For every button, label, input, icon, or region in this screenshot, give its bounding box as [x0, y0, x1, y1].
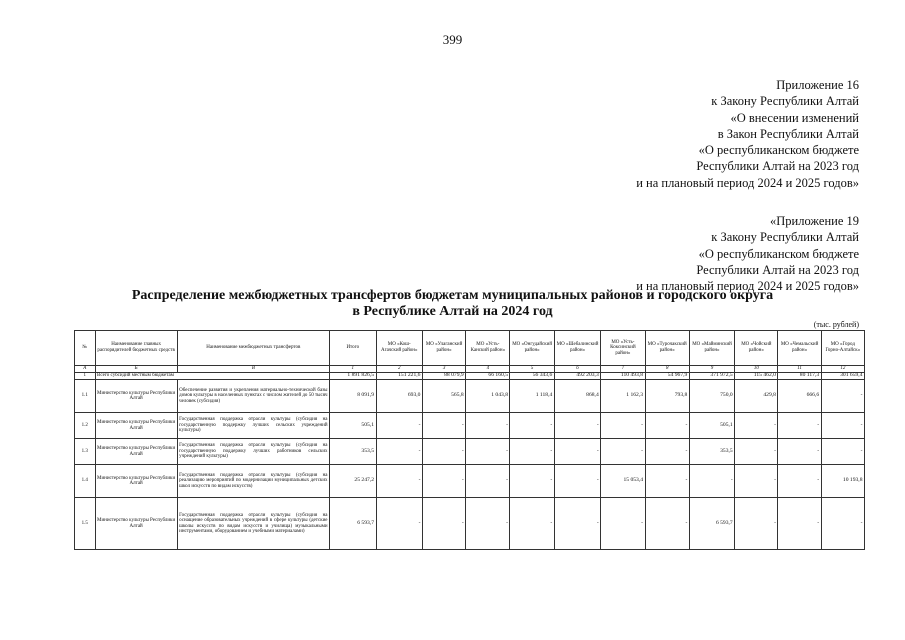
- column-header: МО «Чойский район»: [735, 331, 778, 366]
- column-header: Итого: [330, 331, 376, 366]
- value-cell: -: [601, 439, 645, 465]
- title-line-1: Распределение межбюджетных трансфертов бюджетам муниципальных районов и городского округа: [131, 288, 774, 303]
- value-cell: 80 117,3: [778, 372, 821, 380]
- value-cell: -: [376, 413, 422, 439]
- column-index: 3: [422, 366, 465, 373]
- value-cell: -: [735, 498, 778, 550]
- annex-16-header: [636, 77, 859, 191]
- annex-16-line: к Закону Республики Алтай: [711, 94, 859, 109]
- annex-19-line: «О республиканском бюджете: [698, 246, 859, 261]
- row-name-cell: Государственная поддержка отрасли культуры (субсидия на реализацию мероприятий по модернизации муниципальных детских школ искусств по видам искусств): [177, 465, 329, 498]
- value-cell: -: [821, 413, 864, 439]
- value-cell: 6 593,7: [689, 498, 734, 550]
- column-index: В: [177, 366, 329, 373]
- row-name-cell: Всего субсидий местным бюджетам: [95, 372, 330, 380]
- column-header: МО «Улаганский район»: [422, 331, 465, 366]
- annex-19-line: к Закону Республики Алтай: [711, 230, 859, 245]
- row-admin-cell: Министерство культуры Республики Алтай: [95, 498, 177, 550]
- annex-19-line: и на плановый период 2024 и 2025 годов»: [636, 279, 859, 294]
- value-cell: -: [778, 465, 821, 498]
- annex-16-line: Приложение 16: [776, 78, 859, 92]
- row-admin-cell: Министерство культуры Республики Алтай: [95, 439, 177, 465]
- table-header-row: [75, 331, 865, 366]
- value-cell: 15 053,4: [601, 465, 645, 498]
- annex-16-line: «О внесении изменений: [730, 110, 859, 125]
- value-cell: -: [645, 439, 689, 465]
- value-cell: 8 091,9: [330, 380, 376, 413]
- column-index: 4: [466, 366, 510, 373]
- value-cell: 666,6: [778, 380, 821, 413]
- table-index-row: [75, 366, 865, 373]
- value-cell: 6 593,7: [330, 498, 376, 550]
- column-header: Наименование главных распорядителей бюджетных средств: [95, 331, 177, 366]
- value-cell: 868,4: [554, 380, 600, 413]
- value-cell: -: [735, 413, 778, 439]
- row-name-cell: Обеспечение развития и укрепления материально-технической базы домов культуры в населенных пунктах с числом жителей до 50 тысяч человек (субсидия): [177, 380, 329, 413]
- table-row: [75, 465, 865, 498]
- page-number: 399: [442, 32, 463, 47]
- value-cell: -: [466, 439, 510, 465]
- value-cell: -: [689, 465, 734, 498]
- annex-16-line: в Закон Республики Алтай: [717, 126, 859, 141]
- value-cell: 10 193,8: [821, 465, 864, 498]
- value-cell: -: [821, 498, 864, 550]
- value-cell: 88 079,9: [422, 372, 465, 380]
- value-cell: -: [645, 465, 689, 498]
- value-cell: -: [778, 413, 821, 439]
- value-cell: 66 160,5: [466, 372, 510, 380]
- row-number-cell: 1.3: [75, 439, 96, 465]
- transfers-table: [74, 330, 865, 550]
- value-cell: -: [554, 498, 600, 550]
- value-cell: -: [554, 439, 600, 465]
- column-header: МО «Турочакский район»: [645, 331, 689, 366]
- row-name-cell: Государственная поддержка отрасли культуры (субсидия на государственную поддержку лучших работников сельских учреждений культуры): [177, 439, 329, 465]
- row-number-cell: 1.5: [75, 498, 96, 550]
- column-index: 6: [554, 366, 600, 373]
- column-header: МО «Город Горно-Алтайск»: [821, 331, 864, 366]
- value-cell: -: [422, 498, 465, 550]
- value-cell: -: [510, 498, 554, 550]
- column-header: МО «Майминский район»: [689, 331, 734, 366]
- table-row: [75, 498, 865, 550]
- value-cell: -: [554, 465, 600, 498]
- value-cell: -: [376, 498, 422, 550]
- value-cell: -: [601, 413, 645, 439]
- annex-16-line: и на плановый период 2024 и 2025 годов»: [636, 175, 859, 190]
- table-body: [75, 372, 865, 550]
- value-cell: -: [466, 413, 510, 439]
- value-cell: 1 891 826,5: [330, 372, 376, 380]
- value-cell: 25 247,2: [330, 465, 376, 498]
- value-cell: -: [466, 465, 510, 498]
- column-index: 7: [601, 366, 645, 373]
- value-cell: 429,8: [735, 380, 778, 413]
- value-cell: 151 221,6: [376, 372, 422, 380]
- annex-16-line: «О республиканском бюджете: [698, 143, 859, 158]
- row-admin-cell: Министерство культуры Республики Алтай: [95, 380, 177, 413]
- column-index: 9: [689, 366, 734, 373]
- row-number-cell: 1.4: [75, 465, 96, 498]
- annex-19-line: Республики Алтай на 2023 год: [696, 262, 859, 277]
- value-cell: 110 493,8: [601, 372, 645, 380]
- column-header: МО «Усть-Канский район»: [466, 331, 510, 366]
- value-cell: 353,5: [689, 439, 734, 465]
- column-header: МО «Онгудайский район»: [510, 331, 554, 366]
- annex-19-header: [636, 213, 859, 294]
- value-cell: 793,8: [645, 380, 689, 413]
- value-cell: -: [821, 439, 864, 465]
- column-header: Наименование межбюджетных трансфертов: [177, 331, 329, 366]
- table-row: [75, 439, 865, 465]
- value-cell: -: [821, 380, 864, 413]
- value-cell: 371 972,5: [689, 372, 734, 380]
- value-cell: -: [510, 465, 554, 498]
- table-row: [75, 380, 865, 413]
- value-cell: -: [510, 413, 554, 439]
- value-cell: 301 659,4: [821, 372, 864, 380]
- value-cell: -: [735, 465, 778, 498]
- value-cell: -: [510, 439, 554, 465]
- annex-19-line: «Приложение 19: [770, 214, 859, 228]
- value-cell: -: [601, 498, 645, 550]
- value-cell: 565,8: [422, 380, 465, 413]
- value-cell: 56 343,6: [510, 372, 554, 380]
- column-index: 10: [735, 366, 778, 373]
- value-cell: -: [376, 439, 422, 465]
- column-header: МО «Кош-Агачский район»: [376, 331, 422, 366]
- column-index: 12: [821, 366, 864, 373]
- title-line-2: в Республике Алтай на 2024 год: [352, 304, 553, 319]
- column-index: 2: [376, 366, 422, 373]
- column-header: МО «Шебалинский район»: [554, 331, 600, 366]
- value-cell: 1 043,8: [466, 380, 510, 413]
- units-label: (тыс. рублей): [813, 320, 859, 329]
- value-cell: -: [422, 465, 465, 498]
- column-header: МО «Чемальский район»: [778, 331, 821, 366]
- table-row: [75, 372, 865, 380]
- value-cell: 505,1: [330, 413, 376, 439]
- row-name-cell: Государственная поддержка отрасли культуры (субсидия на государственную поддержку лучших сельских учреждений культуры): [177, 413, 329, 439]
- value-cell: -: [422, 439, 465, 465]
- value-cell: 353,5: [330, 439, 376, 465]
- value-cell: 750,0: [689, 380, 734, 413]
- annex-16-line: Республики Алтай на 2023 год: [696, 159, 859, 174]
- value-cell: -: [778, 439, 821, 465]
- column-header: МО «Усть-Коксинский район»: [601, 331, 645, 366]
- column-index: Б: [95, 366, 177, 373]
- value-cell: -: [645, 498, 689, 550]
- column-index: 5: [510, 366, 554, 373]
- table-row: [75, 413, 865, 439]
- column-header: №: [75, 331, 96, 366]
- value-cell: -: [466, 498, 510, 550]
- column-index: 11: [778, 366, 821, 373]
- row-number-cell: 1.1: [75, 380, 96, 413]
- column-index: 8: [645, 366, 689, 373]
- value-cell: 505,1: [689, 413, 734, 439]
- value-cell: -: [778, 498, 821, 550]
- value-cell: 693,0: [376, 380, 422, 413]
- column-index: 1: [330, 366, 376, 373]
- row-number-cell: 1: [75, 372, 96, 380]
- value-cell: 54 967,9: [645, 372, 689, 380]
- value-cell: -: [422, 413, 465, 439]
- value-cell: -: [554, 413, 600, 439]
- column-index: А: [75, 366, 96, 373]
- value-cell: 115 462,0: [735, 372, 778, 380]
- row-number-cell: 1.2: [75, 413, 96, 439]
- value-cell: 1 118,4: [510, 380, 554, 413]
- row-admin-cell: Министерство культуры Республики Алтай: [95, 413, 177, 439]
- value-cell: -: [735, 439, 778, 465]
- row-admin-cell: Министерство культуры Республики Алтай: [95, 465, 177, 498]
- value-cell: -: [376, 465, 422, 498]
- row-name-cell: Государственная поддержка отрасли культуры (субсидия на оснащение образовательных учреждений в сфере культуры (детские школы искусств по видам искусств и училища) музыкальными инструментами, оборудованием и учебными материалами): [177, 498, 329, 550]
- value-cell: -: [645, 413, 689, 439]
- value-cell: 1 162,3: [601, 380, 645, 413]
- document-title: [0, 288, 905, 320]
- value-cell: 492 203,3: [554, 372, 600, 380]
